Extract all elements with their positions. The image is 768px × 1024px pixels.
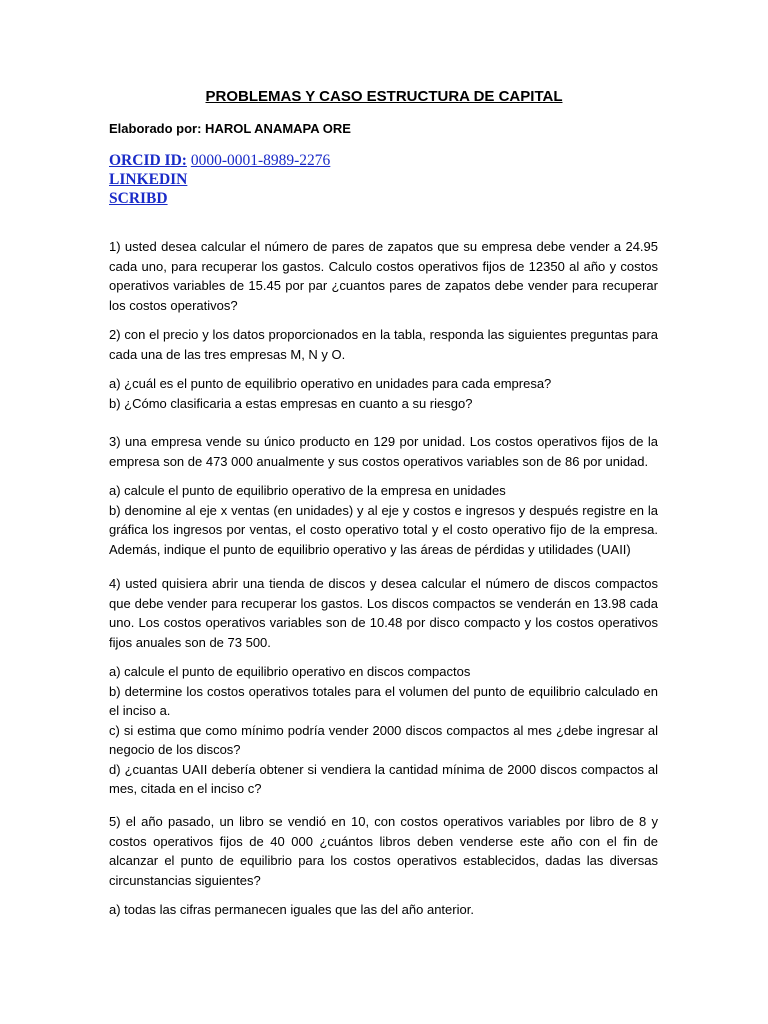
problem-4b-text: b) determine los costos operativos totales para el volumen del punto de equilibrio calculado en el inciso a. <box>109 683 658 718</box>
document-title: PROBLEMAS Y CASO ESTRUCTURA DE CAPITAL <box>205 88 563 105</box>
linkedin-link[interactable]: LINKEDIN <box>109 171 188 188</box>
problem-2a-text: a) ¿cuál es el punto de equilibrio operativo en unidades para cada empresa? <box>109 376 552 391</box>
problem-1 <box>109 237 658 315</box>
problem-3-text: 3) una empresa vende su único producto en 129 por unidad. Los costos operativos fijos de la empresa son de 473 000 anualmente y sus costos operativos variables son de 86 por unidad. <box>109 434 658 469</box>
problem-5-text: 5) el año pasado, un libro se vendió en 10, con costos operativos variables por libro de 8 y costos operativos fijos de 40 000 ¿cuántos libros deben venderse este año con el fin de alcanzar el punto de equilibrio para los costos operativos establecidos, dadas las diversas circunstancias siguientes? <box>109 814 658 888</box>
problem-3b-text: b) denomine al eje x ventas (en unidades) y al eje y costos e ingresos y después registre en la gráfica los ingresos por ventas, el costo operativo total y el costo operativo fijo de la empresa. Además, indique el punto de equilibrio operativo y las áreas de pérdidas y utilidades (UAII) <box>109 502 658 557</box>
problem-5-items <box>109 900 658 920</box>
problem-4-items <box>109 662 658 799</box>
problem-4a-text: a) calcule el punto de equilibrio operativo en discos compactos <box>109 664 471 679</box>
problem-4-text: 4) usted quisiera abrir una tienda de discos y desea calcular el número de discos compactos que debe vender para recuperar los gastos. Los discos compactos se venderán en 13.98 cada uno. Los costos operativos variables son de 10.48 por disco compacto y los costos operativos fijos anuales son de 73 500. <box>109 576 658 650</box>
orcid-link[interactable]: ORCID ID: <box>109 152 187 169</box>
problem-2-items <box>109 374 658 413</box>
problem-2 <box>109 325 658 364</box>
scribd-link[interactable]: SCRIBD <box>109 190 168 207</box>
problem-4c-text: c) si estima que como mínimo podría vender 2000 discos compactos al mes ¿debe ingresar al negocio de los discos? <box>109 722 658 757</box>
orcid-line <box>109 151 330 170</box>
problem-3 <box>109 432 658 471</box>
problem-5a-text: a) todas las cifras permanecen iguales que las del año anterior. <box>109 902 474 917</box>
problem-3-items <box>109 481 658 559</box>
problem-5 <box>109 812 658 890</box>
author-line: Elaborado por: HAROL ANAMAPA ORE <box>109 121 351 136</box>
problem-2-text: 2) con el precio y los datos proporcionados en la tabla, responda las siguientes preguntas para cada una de las tres empresas M, N y O. <box>109 327 658 362</box>
problem-2b-text: b) ¿Cómo clasificaria a estas empresas en cuanto a su riesgo? <box>109 395 473 411</box>
problem-4 <box>109 574 658 652</box>
problem-1-text: 1) usted desea calcular el número de pares de zapatos que su empresa debe vender a 24.95 cada uno, para recuperar los gastos. Calculo costos operativos fijos de 12350 al año y costos operativos variables de 15.45 por par ¿cuantos pares de zapatos debe vender para recuperar los costos operativos? <box>109 239 658 313</box>
profile-links <box>109 151 330 208</box>
orcid-value-link[interactable]: 0000-0001-8989-2276 <box>190 152 331 169</box>
problem-3a-text: a) calcule el punto de equilibrio operativo de la empresa en unidades <box>109 483 506 498</box>
problem-4d-text: d) ¿cuantas UAII debería obtener si vendiera la cantidad mínima de 2000 discos compactos al mes, citada en el inciso c? <box>109 761 658 796</box>
